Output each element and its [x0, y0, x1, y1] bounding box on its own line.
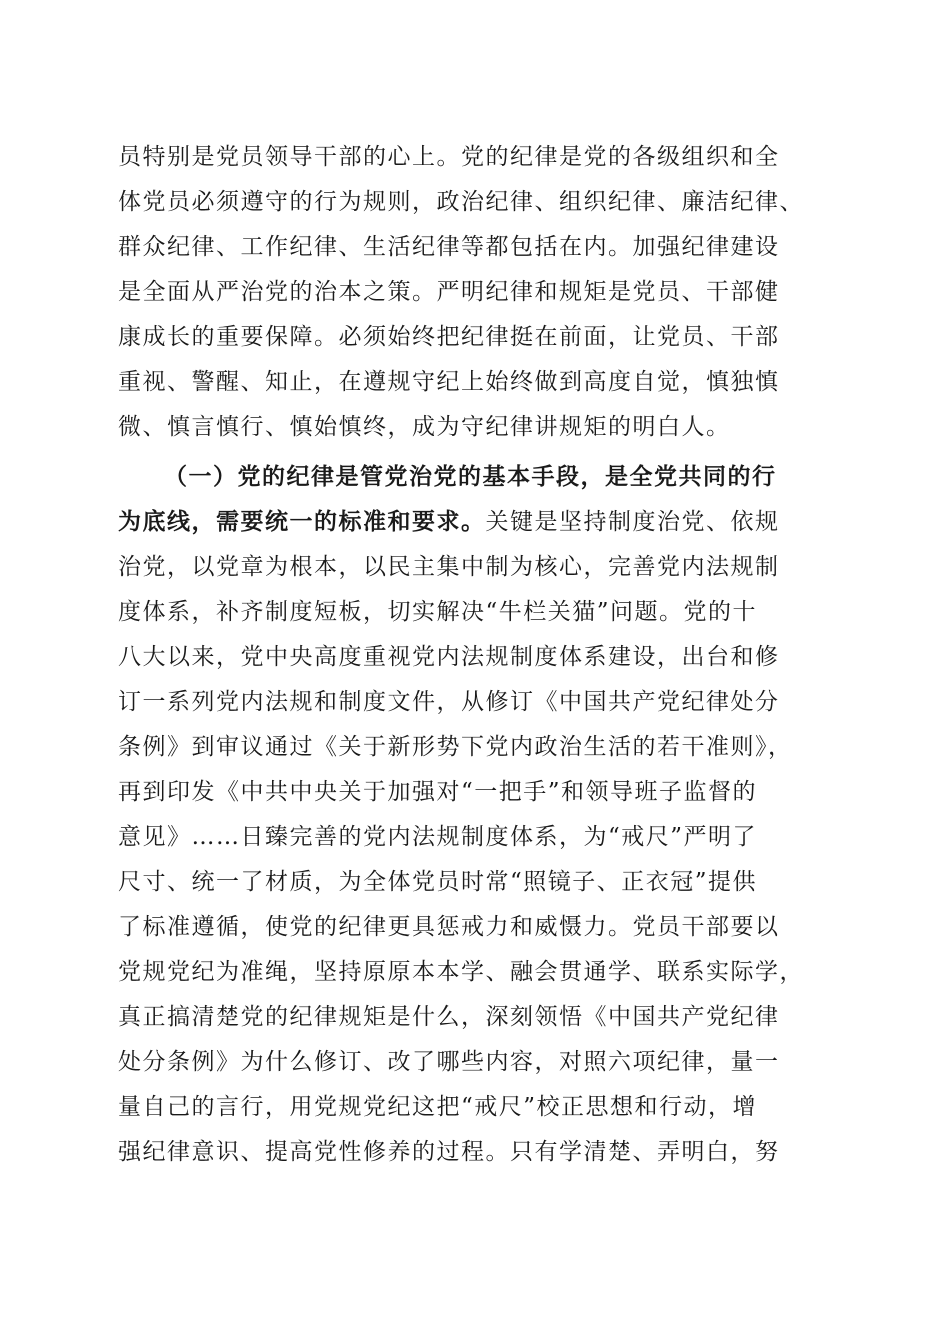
- section-heading-bold-text: 为底线，需要统一的标准和要求。: [118, 509, 486, 535]
- text-line: 党规党纪为准绳，坚持原原本本学、融会贯通学、联系实际学，: [118, 959, 804, 985]
- section-heading-rest-text: 关键是坚持制度治党、依规: [485, 509, 780, 535]
- text-line: 度体系，补齐制度短板，切实解决“牛栏关猫”问题。党的十: [118, 599, 758, 625]
- text-line: 治党，以党章为根本，以民主集中制为核心，完善党内法规制: [118, 554, 780, 580]
- text-line: 条例》到审议通过《关于新形势下党内政治生活的若干准则》，: [118, 734, 793, 760]
- paragraph-intro: [118, 135, 838, 450]
- section-heading-line-mixed: [118, 500, 838, 545]
- text-line: 订一系列党内法规和制度文件，从修订《中国共产党纪律处分: [118, 689, 780, 715]
- text-line: 是全面从严治党的治本之策。严明纪律和规矩是党员、干部健: [118, 279, 780, 305]
- text-line: 强纪律意识、提高党性修养的过程。只有学清楚、弄明白，努: [118, 1139, 780, 1165]
- text-line: 重视、警醒、知止，在遵规守纪上始终做到高度自觉，慎独慎: [118, 369, 780, 395]
- text-line: 意见》……日臻完善的党内法规制度体系，为“戒尺”严明了: [118, 824, 758, 850]
- text-line: 尺寸、统一了材质，为全体党员时常“照镜子、正衣冠”提供: [118, 869, 758, 895]
- text-line: 员特别是党员领导干部的心上。党的纪律是党的各级组织和全: [118, 144, 780, 170]
- text-line: 了标准遵循，使党的纪律更具惩戒力和威慑力。党员干部要以: [118, 914, 780, 940]
- text-line: 体党员必须遵守的行为规则，政治纪律、组织纪律、廉洁纪律、: [118, 189, 804, 215]
- paragraph-section-one: [118, 455, 838, 1175]
- text-line: 量自己的言行，用党规党纪这把“戒尺”校正思想和行动，增: [118, 1094, 758, 1120]
- text-line: 真正搞清楚党的纪律规矩是什么，深刻领悟《中国共产党纪律: [118, 1004, 780, 1030]
- section-heading-line: （一）党的纪律是管党治党的基本手段，是全党共同的行: [164, 464, 777, 490]
- text-line: 微、慎言慎行、慎始慎终，成为守纪律讲规矩的明白人。: [118, 414, 731, 440]
- text-line: 八大以来，党中央高度重视党内法规制度体系建设，出台和修: [118, 644, 780, 670]
- text-line: 康成长的重要保障。必须始终把纪律挺在前面，让党员、干部: [118, 324, 780, 350]
- text-line: 处分条例》为什么修订、改了哪些内容，对照六项纪律，量一: [118, 1049, 780, 1075]
- text-line: 群众纪律、工作纪律、生活纪律等都包括在内。加强纪律建设: [118, 234, 780, 260]
- text-line: 再到印发《中共中央关于加强对“一把手”和领导班子监督的: [118, 779, 758, 805]
